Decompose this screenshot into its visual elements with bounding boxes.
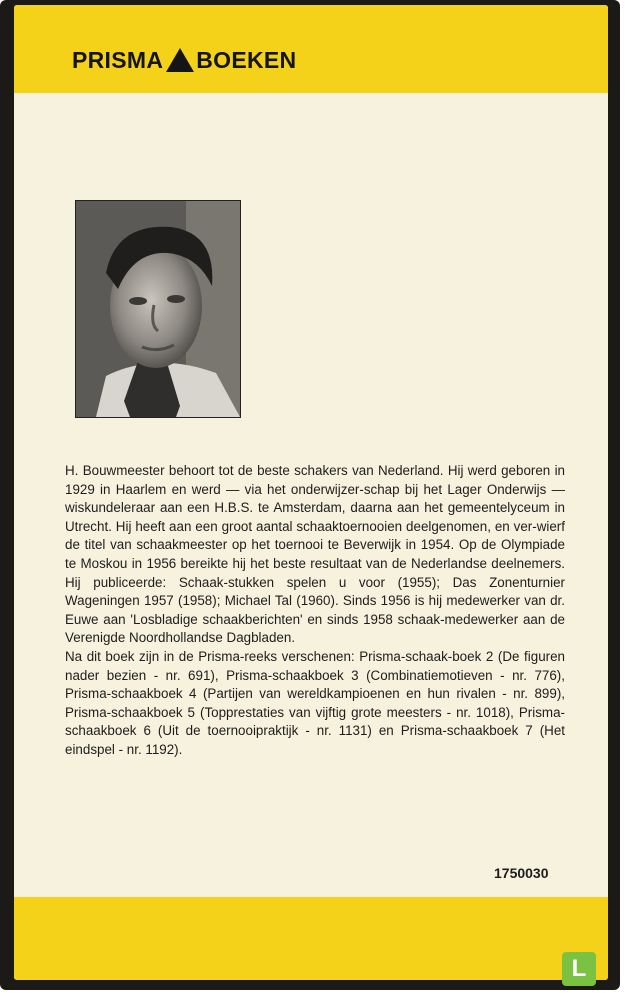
cover-paper — [14, 5, 608, 980]
bottom-yellow-band — [14, 897, 608, 980]
portrait-icon — [76, 201, 240, 417]
catalog-number: 1750030 — [494, 865, 549, 881]
publisher-name-right: BOEKEN — [196, 46, 297, 73]
seal-letter: L — [571, 955, 587, 982]
publisher-name-left: PRISMA — [72, 46, 164, 73]
bio-paragraph: H. Bouwmeester behoort tot de beste schakers van Nederland. Hij werd geboren in 1929 in Haarlem en werd — via het onderwijzer-schap bij het Lager Onderwijs — wiskundeleraar aan een H.B.S. te Amsterdam, daarna aan het gemeentelyceum in Utrecht. Hij heeft aan een groot aantal schaaktoernooien deelgenomen, en ver-wierf de titel van schaakmeester op het toernooi te Beverwijk in 1954. Op de Olympiade te Moskou in 1956 bereikte hij het beste resultaat van de Nederlandse deelnemers. Hij publiceerde: Schaak-stukken spelen u voor (1955); Das Zonenturnier Wageningen 1957 (1958); Michael Tal (1960). Sinds 1956 is hij medewerker van dr. Euwe aan 'Losbladige schaakberichten' en sinds 1958 schaak-medewerker aan de Verenigde Noordhollandse Dagbladen. — [65, 463, 565, 646]
author-biography — [65, 462, 565, 760]
publisher-logo — [72, 45, 296, 75]
series-paragraph: Na dit boek zijn in de Prisma-reeks verschenen: Prisma-schaak-boek 2 (De figuren nader bezien - nr. 691), Prisma-schaakboek 3 (Combinatiemotieven - nr. 776), Prisma-schaakboek 4 (Partijen van wereldkampioenen en hun rivalen - nr. 899), Prisma-schaakboek 5 (Topprestaties van vijftig grote meesters - nr. 1018), Prisma-schaakboek 6 (Uit de toernooipraktijk - nr. 1131) en Prisma-schaakboek 7 (Het eindspel - nr. 1192). — [65, 648, 565, 757]
watermark-seal-icon — [562, 952, 596, 986]
author-portrait — [75, 200, 241, 418]
triangle-icon — [166, 48, 194, 72]
